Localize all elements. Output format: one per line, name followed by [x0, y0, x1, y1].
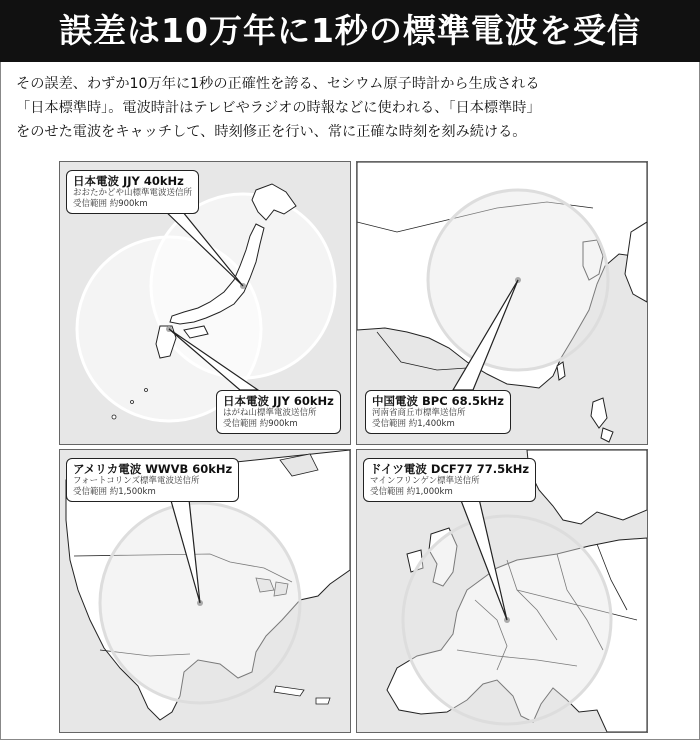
callout-title: 日本電波 JJY 40kHz: [73, 174, 184, 188]
callout-range: 受信範囲 約1,400km: [372, 419, 455, 429]
landmass-hispaniola: [316, 698, 330, 704]
callout-title: 中国電波 BPC 68.5kHz: [372, 394, 504, 408]
callout-bpc: [365, 390, 511, 434]
callout-title: ドイツ電波 DCF77 77.5kHz: [370, 462, 530, 476]
island: [112, 415, 116, 419]
callout-jjy40: [66, 170, 199, 214]
callout-range: 受信範囲 約1,500km: [73, 487, 156, 497]
callout-range: 受信範囲 約1,000km: [370, 487, 453, 497]
island: [145, 389, 148, 392]
island: [131, 401, 134, 404]
callout-jjy60: [216, 390, 341, 434]
landmass-philippines: [601, 428, 613, 442]
map-panel-china: [356, 161, 648, 445]
map-panel-japan: [59, 161, 351, 445]
landmass-taiwan: [557, 362, 565, 380]
callout-location: はがね山標準電波送信所: [223, 408, 317, 418]
callout-dcf77: [363, 458, 536, 502]
callout-title: 日本電波 JJY 60kHz: [223, 394, 334, 408]
landmass-philippines: [591, 398, 607, 428]
description: [16, 72, 688, 144]
description-line: 「日本標準時」。電波時計はテレビやラジオの時報などに使われる、「日本標準時」: [16, 100, 541, 116]
callout-range: 受信範囲 約900km: [73, 199, 148, 209]
callout-wwvb: [66, 458, 239, 502]
callout-location: おおたかどや山標準電波送信所: [73, 188, 193, 198]
page-title: 誤差は10万年に1秒の標準電波を受信: [0, 0, 700, 62]
map-panel-usa: [59, 449, 351, 733]
description-line: その誤差、わずか10万年に1秒の正確性を誇る、セシウム原子時計から生成される: [16, 76, 540, 92]
callout-location: フォートコリンズ標準電波送信所: [73, 476, 200, 486]
callout-title: アメリカ電波 WWVB 60kHz: [73, 462, 233, 476]
map-panel-europe: [356, 449, 648, 733]
callout-range: 受信範囲 約900km: [223, 419, 298, 429]
callout-location: 河南省商丘市標準送信所: [372, 408, 466, 418]
callout-location: マインフリンゲン標準送信所: [370, 476, 480, 486]
description-line: をのせた電波をキャッチして、時刻修正を行い、常に正確な時刻を刻み続ける。: [16, 124, 527, 140]
landmass-scandinavia: [527, 450, 647, 524]
landmass-cuba: [274, 686, 304, 696]
